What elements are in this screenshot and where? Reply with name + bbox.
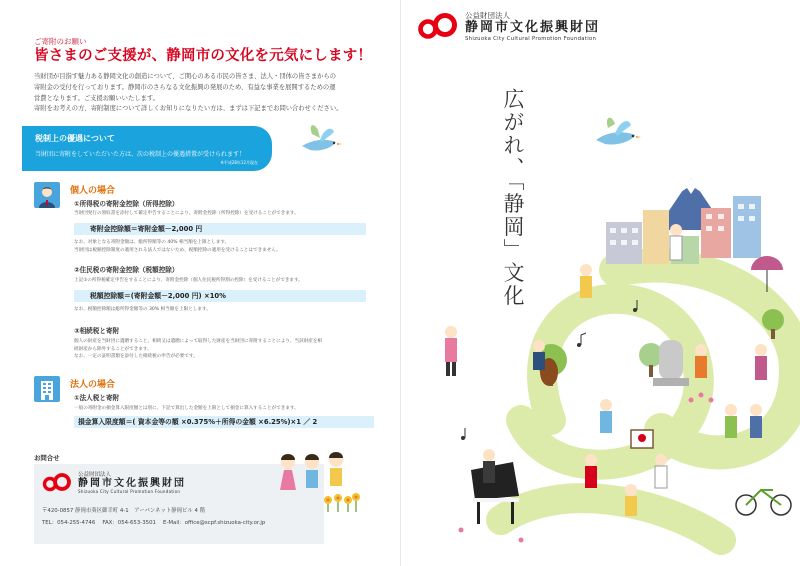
corporate-tax-heading: ①法人税と寄附 [74, 394, 120, 402]
cover-logo-org-type: 公益財団法人 [465, 11, 510, 20]
resident-tax-heading: ②住民税の寄附金控除（税額控除） [74, 266, 179, 274]
foundation-logo [42, 472, 186, 494]
income-tax-notes [74, 239, 374, 254]
resident-tax-formula: 税額控除額＝(寄附金額－2,000 円) ×10% [74, 290, 366, 302]
note-line: なお、一定の証明書類を添付した相続税の申告が必要です。 [74, 354, 198, 360]
tax-box-body: 当財団に寄附をしていただいた方は、次の税制上の優遇措置が受けられます！ [35, 151, 246, 158]
intro-text [34, 72, 364, 115]
note-line: 当財団は税額控除制度の適用される法人ではないため、税額控除の適用を受けることはできません。 [74, 247, 281, 253]
corporate-tax-desc: 一般の寄附金の損金算入限度額とは別に、下記で算出した金額を上限として損金に算入することができます。 [74, 406, 299, 411]
intro-line: 寄附をお考えの方、寄附制度について詳しくお知りになりたい方は、まずは下記までお問い合わせください。 [34, 105, 343, 113]
resident-tax-desc: 上記①の所得税確定申告をすることにより、寄附金控除（個人住民税所得割の控除）を受けることができます。 [74, 278, 303, 283]
note-line: 続財産から除外することができます。 [74, 346, 152, 352]
logo-org-en: Shizuoka City Cultural Promotion Foundation [78, 488, 181, 494]
building-icon [34, 376, 60, 402]
tagline: 広がれ、「静岡」文化 [501, 88, 525, 308]
resident-tax-notes [74, 306, 374, 314]
individual-section-title: 個人の場合 [70, 186, 116, 196]
tax-box-note: ※平成28年12月現在 [220, 160, 258, 165]
income-tax-desc: 当財団発行の領収書を添付して確定申告することにより、寄附金控除（所得控除）を受けることができます。 [74, 211, 299, 216]
logo-org-name: 静岡市文化振興財団 [78, 478, 186, 490]
children-illustration [270, 448, 366, 512]
cover-logo-org-name: 静岡市文化振興財団 [465, 19, 601, 35]
contact-label: お問合せ [34, 454, 60, 462]
bird-icon [298, 122, 348, 164]
corporate-section-title: 法人の場合 [70, 380, 116, 390]
intro-line: 当財団が目指す魅力ある静岡文化の創造について、ご関心のある市民の皆さま、法人・団体の皆さまからの [34, 73, 336, 80]
note-line: なお、税額控除額は総所得金額等の 30% 相当額を上限とします。 [74, 307, 211, 312]
cover-logo-org-en: Shizuoka City Cultural Promotion Foundation [465, 35, 597, 42]
note-line: なお、対象となる寄附金額は、総所得額等の 40% 相当額を上限とします。 [74, 240, 230, 245]
inheritance-tax-notes [74, 338, 374, 361]
headline: 皆さまのご支援が、静岡市の文化を元気にします！ [34, 48, 373, 64]
intro-line: 寄附金の受付を行っております。静岡市のさらなる文化振興の発展のため、有益な事業を展開するための運 [34, 83, 336, 91]
intro-line: 営費となります。ご支援お願いいたします。 [34, 94, 159, 102]
cover-page [400, 0, 800, 566]
logo-org-type: 公益財団法人 [78, 472, 112, 478]
kicker-text: ご寄附のお願い [34, 37, 87, 46]
tax-box-title: 税制上の優遇について [35, 134, 115, 143]
contact-address: 〒420-0857 静岡市葵区御幸町 4-1 アーバンネット静岡ビル 4 階 [42, 508, 206, 514]
income-tax-heading: ①所得税の寄附金控除（所得控除） [74, 200, 179, 208]
person-icon [34, 182, 60, 208]
culture-city-illustration [401, 0, 800, 566]
inheritance-tax-heading: ③相続税と寄附 [74, 327, 120, 335]
corporate-tax-formula: 損金算入限度額＝( 資本金等の額 ×0.375%＋所得の金額 ×6.25%)×1 ／ 2 [74, 416, 374, 428]
income-tax-formula: 寄附金控除額＝寄附金額－2,000 円 [74, 223, 366, 235]
note-line: 個人の財産を当財団に遺贈すること、相続又は遺贈によって取得した財産を当財団に寄附することにより、当該財産を相 [74, 339, 323, 344]
contact-phone-email: TEL：054-255-4746 FAX：054-653-3501 E-Mail：office@scpf.shizuoka-city.or.jp [42, 520, 266, 526]
tax-benefit-box [22, 126, 272, 171]
foundation-logo-icon [42, 473, 72, 493]
